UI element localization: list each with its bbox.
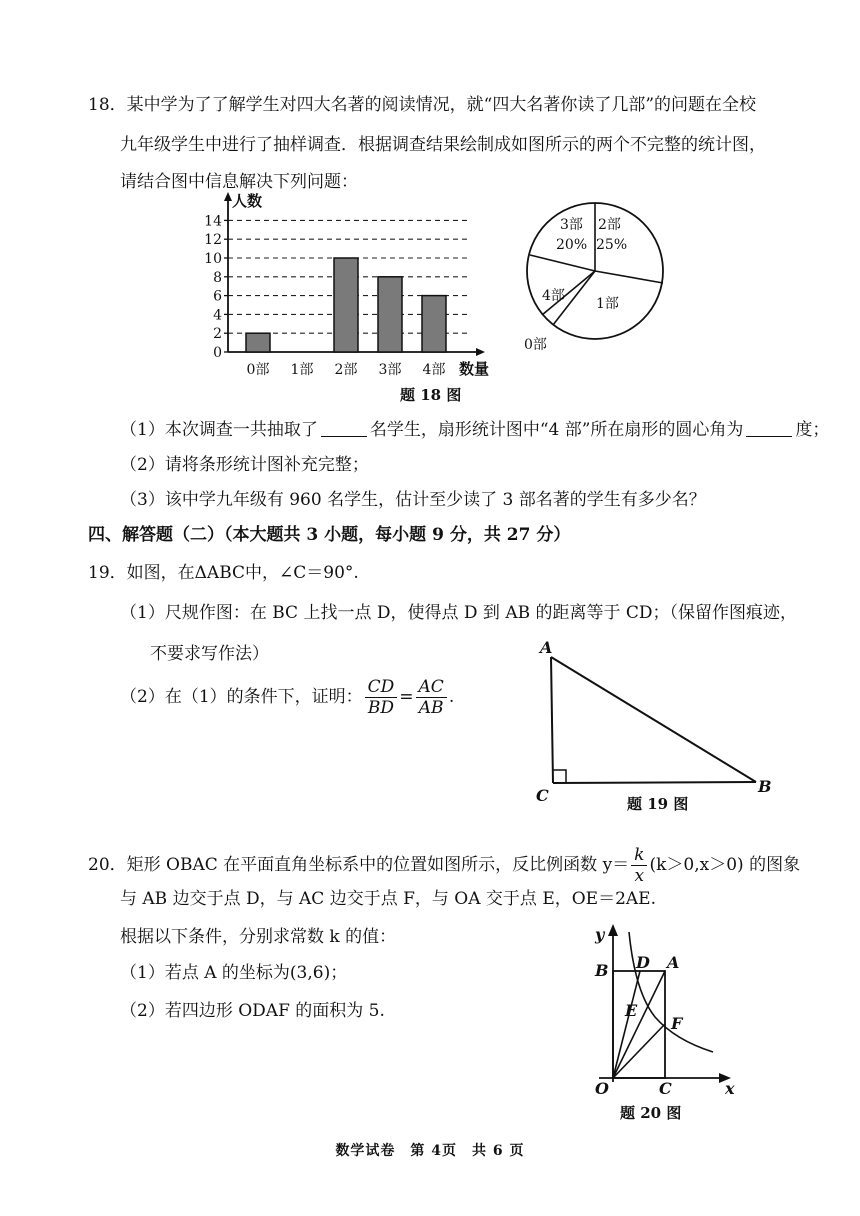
q20-line2: 与 AB 边交于点 D，与 AC 边交于点 F，与 OA 交于点 E，OE＝2AE.	[120, 889, 656, 909]
label-B: B	[595, 961, 609, 980]
label-A: A	[540, 638, 553, 657]
bar	[246, 333, 270, 352]
pie-label-3: 3部	[560, 217, 583, 233]
pie-label-1: 1部	[596, 296, 619, 312]
x-tick-label: 4部	[422, 362, 446, 378]
label-x: x	[725, 1079, 735, 1098]
q18-sub3: （3）该中学九年级有 960 名学生，估计至少读了 3 部名著的学生有多少名？	[120, 490, 706, 510]
q18-figure-caption: 题 18 图	[400, 386, 462, 404]
y-axis-arrow	[224, 192, 232, 201]
segment-od	[613, 971, 640, 1078]
triangle-figure	[530, 637, 790, 807]
side-ac	[551, 657, 553, 783]
label-B: B	[758, 777, 772, 796]
fraction-ac-ab: $\frac{AC}{AB}$	[416, 677, 447, 718]
x-tick-label: 0部	[246, 362, 270, 378]
label-E: E	[625, 1001, 638, 1020]
q18-intro-line3: 请结合图中信息解决下列问题：	[120, 172, 358, 192]
label-A: A	[667, 953, 680, 972]
q20-sub1: （1）若点 A 的坐标为(3,6)；	[120, 963, 348, 983]
pie-label-0: 0部	[524, 337, 547, 353]
side-cb	[553, 782, 756, 783]
q20-sub2: （2）若四边形 ODAF 的面积为 5.	[120, 1001, 385, 1021]
y-tick-label: 2	[213, 326, 222, 343]
q20-line1: 20．矩形 OBAC 在平面直角坐标系中的位置如图所示，反比例函数 y＝ $\frac{k}{x}$ (k＞0,x＞0) 的图象	[88, 845, 801, 886]
label-y: y	[595, 925, 605, 944]
q19-sub1-line2: 不要求写作法）	[150, 644, 269, 664]
q18-intro-line1: 18．某中学为了了解学生对四大名著的阅读情况，就“四大名著你读了几部”的问题在全校	[88, 95, 757, 115]
label-D: D	[636, 953, 650, 972]
answer-blank-2[interactable]	[746, 418, 792, 437]
q19-number: 19．	[88, 563, 127, 583]
right-angle-mark	[553, 770, 566, 783]
x-tick-label: 2部	[334, 362, 358, 378]
q18-sub1: （1）本次调查一共抽取了 名学生，扇形统计图中“4 部”所在扇形的圆心角为 度；	[120, 420, 830, 440]
label-C: C	[536, 786, 549, 805]
x-axis-label: 数量	[459, 360, 490, 378]
y-tick-label: 10	[204, 251, 222, 267]
coordinate-figure	[585, 922, 755, 1102]
pie-label-2: 2部	[598, 217, 621, 233]
q18-number: 18．	[88, 95, 127, 115]
pie-label-2-pct: 25%	[596, 237, 628, 253]
pie-label-4: 4部	[542, 288, 565, 304]
q19-sub2: （2）在（1）的条件下，证明： $\frac{CD}{BD}$ = $\frac{AC}{AB}$ .	[120, 677, 455, 718]
q19-figure-caption: 题 19 图	[627, 795, 689, 813]
segment-of	[613, 1024, 665, 1078]
q20-line3: 根据以下条件，分别求常数 k 的值：	[120, 927, 397, 947]
bar	[334, 258, 358, 352]
bar-chart	[196, 192, 496, 377]
q19-sub1-line1: （1）尺规作图：在 BC 上找一点 D，使得点 D 到 AB 的距离等于 CD；（保留作图痕迹，	[120, 603, 798, 623]
q18-intro-line2: 九年级学生中进行了抽样调查．根据调查结果绘制成如图所示的两个不完整的统计图，	[120, 135, 766, 155]
pie-label-3-pct: 20%	[556, 237, 588, 253]
q18-sub2: （2）请将条形统计图补充完整；	[120, 455, 369, 475]
q19-stem: 19．如图，在ΔABC中，∠C＝90°.	[88, 563, 359, 583]
bar	[378, 277, 402, 352]
y-tick-label: 12	[204, 232, 222, 249]
fraction-k-x: $\frac{k}{x}$	[631, 845, 647, 886]
section4-heading: 四、解答题（二）（本大题共 3 小题，每小题 9 分，共 27 分）	[88, 525, 571, 545]
q20-number: 20．	[88, 855, 127, 875]
x-axis-arrow	[476, 348, 485, 356]
y-tick-label: 6	[213, 288, 222, 305]
y-tick-label: 14	[204, 213, 222, 230]
label-O: O	[595, 1079, 609, 1098]
y-axis-arrow	[608, 924, 618, 936]
pie-chart	[520, 203, 670, 353]
answer-blank-1[interactable]	[321, 418, 367, 437]
label-C: C	[659, 1079, 672, 1098]
hyperbola-curve	[629, 932, 713, 1052]
side-ab	[551, 657, 756, 782]
x-tick-label: 1部	[290, 362, 314, 378]
y-tick-label: 0	[213, 345, 222, 361]
q20-figure-caption: 题 20 图	[620, 1104, 682, 1122]
pie-divider-4-3	[530, 255, 595, 271]
y-tick-label: 8	[213, 269, 222, 286]
bar	[422, 296, 446, 352]
label-F: F	[671, 1014, 683, 1033]
pie-divider-2-1	[595, 271, 663, 283]
x-tick-label: 3部	[378, 362, 402, 378]
page-footer: 数学试卷 第 4页 共 6 页	[335, 1143, 525, 1159]
fraction-cd-bd: $\frac{CD}{BD}$	[365, 677, 398, 718]
y-tick-label: 4	[213, 307, 222, 324]
y-axis-label: 人数	[232, 192, 263, 210]
